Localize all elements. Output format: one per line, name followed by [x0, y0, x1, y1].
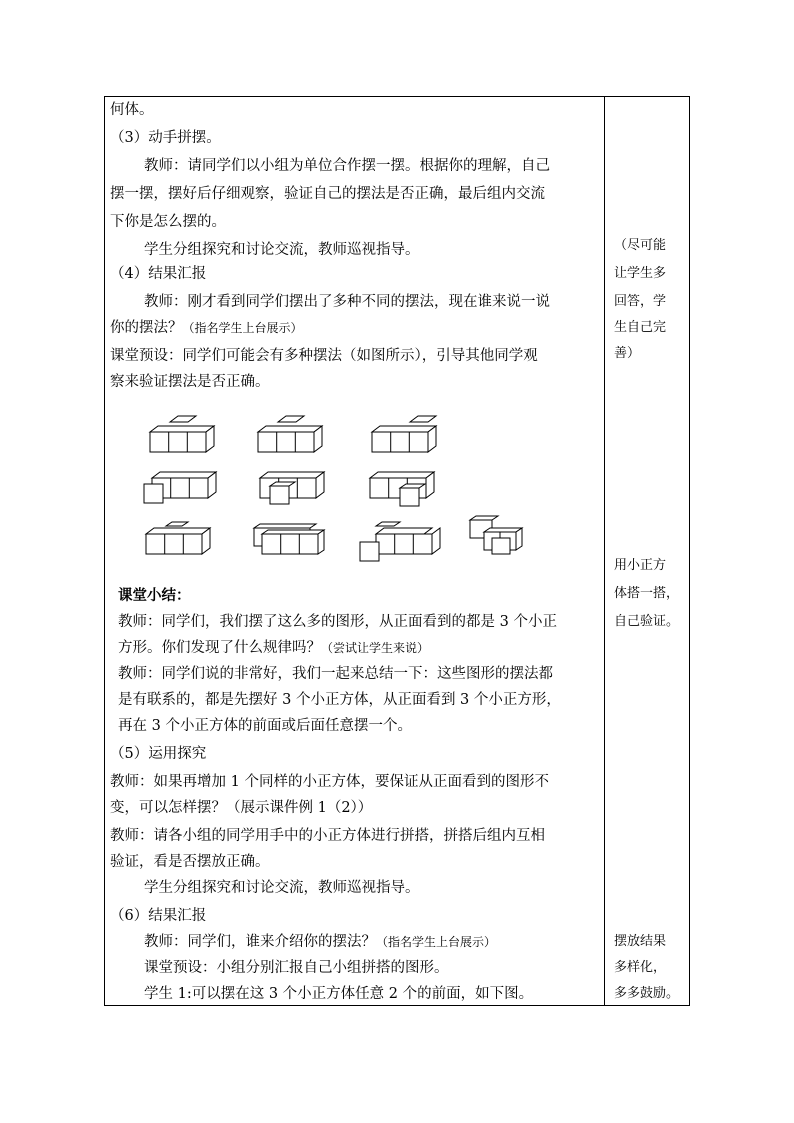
side-note-line: 多多鼓励。	[614, 986, 680, 1001]
section-heading: （4）结果汇报	[110, 266, 207, 282]
side-note-line: 多样化，	[614, 960, 667, 975]
section-heading: （5）运用探究	[110, 746, 207, 762]
text-line: 何体。	[110, 102, 154, 118]
side-note-line: 回答，学	[614, 294, 667, 309]
side-note-line: 善）	[614, 346, 641, 361]
text-line: 教师：请同学们以小组为单位合作摆一摆。根据你的理解，自己	[144, 158, 550, 174]
section-heading: （6）结果汇报	[110, 908, 207, 924]
text-line: 教师：同学们说的非常好，我们一起来总结一下：这些图形的摆法都	[118, 666, 553, 682]
text-line: 课堂预设：同学们可能会有多种摆法（如图所示），引导其他同学观	[110, 348, 538, 364]
text-line: 学生 1:可以摆在这 3 个小正方体任意 2 个的前面，如下图。	[144, 986, 534, 1002]
cube-figure-5	[260, 472, 324, 504]
hint-text: （指名学生上台展示）	[182, 321, 303, 335]
text-line: 教师：请各小组的同学用手中的小正方体进行拼搭，拼搭后组内互相	[110, 828, 545, 844]
cube-figure-2	[258, 416, 322, 452]
cube-figure-1	[150, 416, 214, 452]
text-line: 变，可以怎样摆？（展示课件例 1（2））	[110, 800, 373, 816]
text-segment: 教师：同学们，谁来介绍你的摆法？	[144, 934, 376, 950]
side-note-line: 让学生多	[614, 266, 667, 281]
text-line: 课堂预设：小组分别汇报自己小组拼搭的图形。	[144, 960, 449, 976]
text-line	[118, 638, 429, 658]
text-segment: 你的摆法？	[110, 320, 183, 336]
text-line: 教师：如果再增加 1 个同样的小正方体，要保证从正面看到的图形不	[110, 774, 549, 790]
side-note-line: 自己验证。	[614, 614, 680, 629]
cube-arrangements-figure	[130, 408, 550, 568]
cube-figure-8	[254, 524, 324, 554]
hint-text: （指名学生上台展示）	[376, 935, 497, 949]
text-line	[144, 932, 496, 952]
text-line: 学生分组探究和讨论交流，教师巡视指导。	[144, 242, 420, 258]
cube-figure-10	[470, 516, 522, 554]
text-segment: 方形。你们发现了什么规律吗？	[118, 640, 321, 656]
cube-figure-4	[144, 472, 216, 503]
side-note-line: 摆放结果	[614, 934, 667, 949]
summary-heading: 课堂小结：	[118, 588, 191, 604]
text-line: 察来验证摆法是否正确。	[110, 374, 270, 390]
side-note-line: （尽可能	[614, 238, 667, 253]
section-heading: （3）动手拼摆。	[110, 130, 221, 146]
hint-text: （尝试让学生来说）	[321, 641, 430, 655]
cube-figure-7	[146, 522, 210, 554]
text-line: 下你是怎么摆的。	[110, 214, 226, 230]
cube-figure-6	[370, 472, 434, 506]
text-line: 是有联系的，都是先摆好 3 个小正方体，从正面看到 3 个小正方形，	[118, 692, 561, 708]
column-divider	[604, 96, 605, 1006]
text-line: 摆一摆，摆好后仔细观察，验证自己的摆法是否正确，最后组内交流	[110, 186, 545, 202]
text-line: 学生分组探究和讨论交流，教师巡视指导。	[144, 880, 420, 896]
cube-figure-3	[372, 416, 436, 452]
side-note-line: 生自己完	[614, 320, 667, 335]
cube-figure-9	[360, 522, 440, 561]
text-line: 教师：同学们，我们摆了这么多的图形，从正面看到的都是 3 个小正	[118, 614, 557, 630]
text-line: 再在 3 个小正方体的前面或后面任意摆一个。	[118, 718, 412, 734]
text-line: 验证，看是否摆放正确。	[110, 854, 270, 870]
side-note-line: 用小正方	[614, 558, 667, 573]
text-line: 教师：刚才看到同学们摆出了多种不同的摆法，现在谁来说一说	[144, 294, 550, 310]
text-line	[110, 318, 303, 338]
side-note-line: 体搭一搭，	[614, 586, 680, 601]
